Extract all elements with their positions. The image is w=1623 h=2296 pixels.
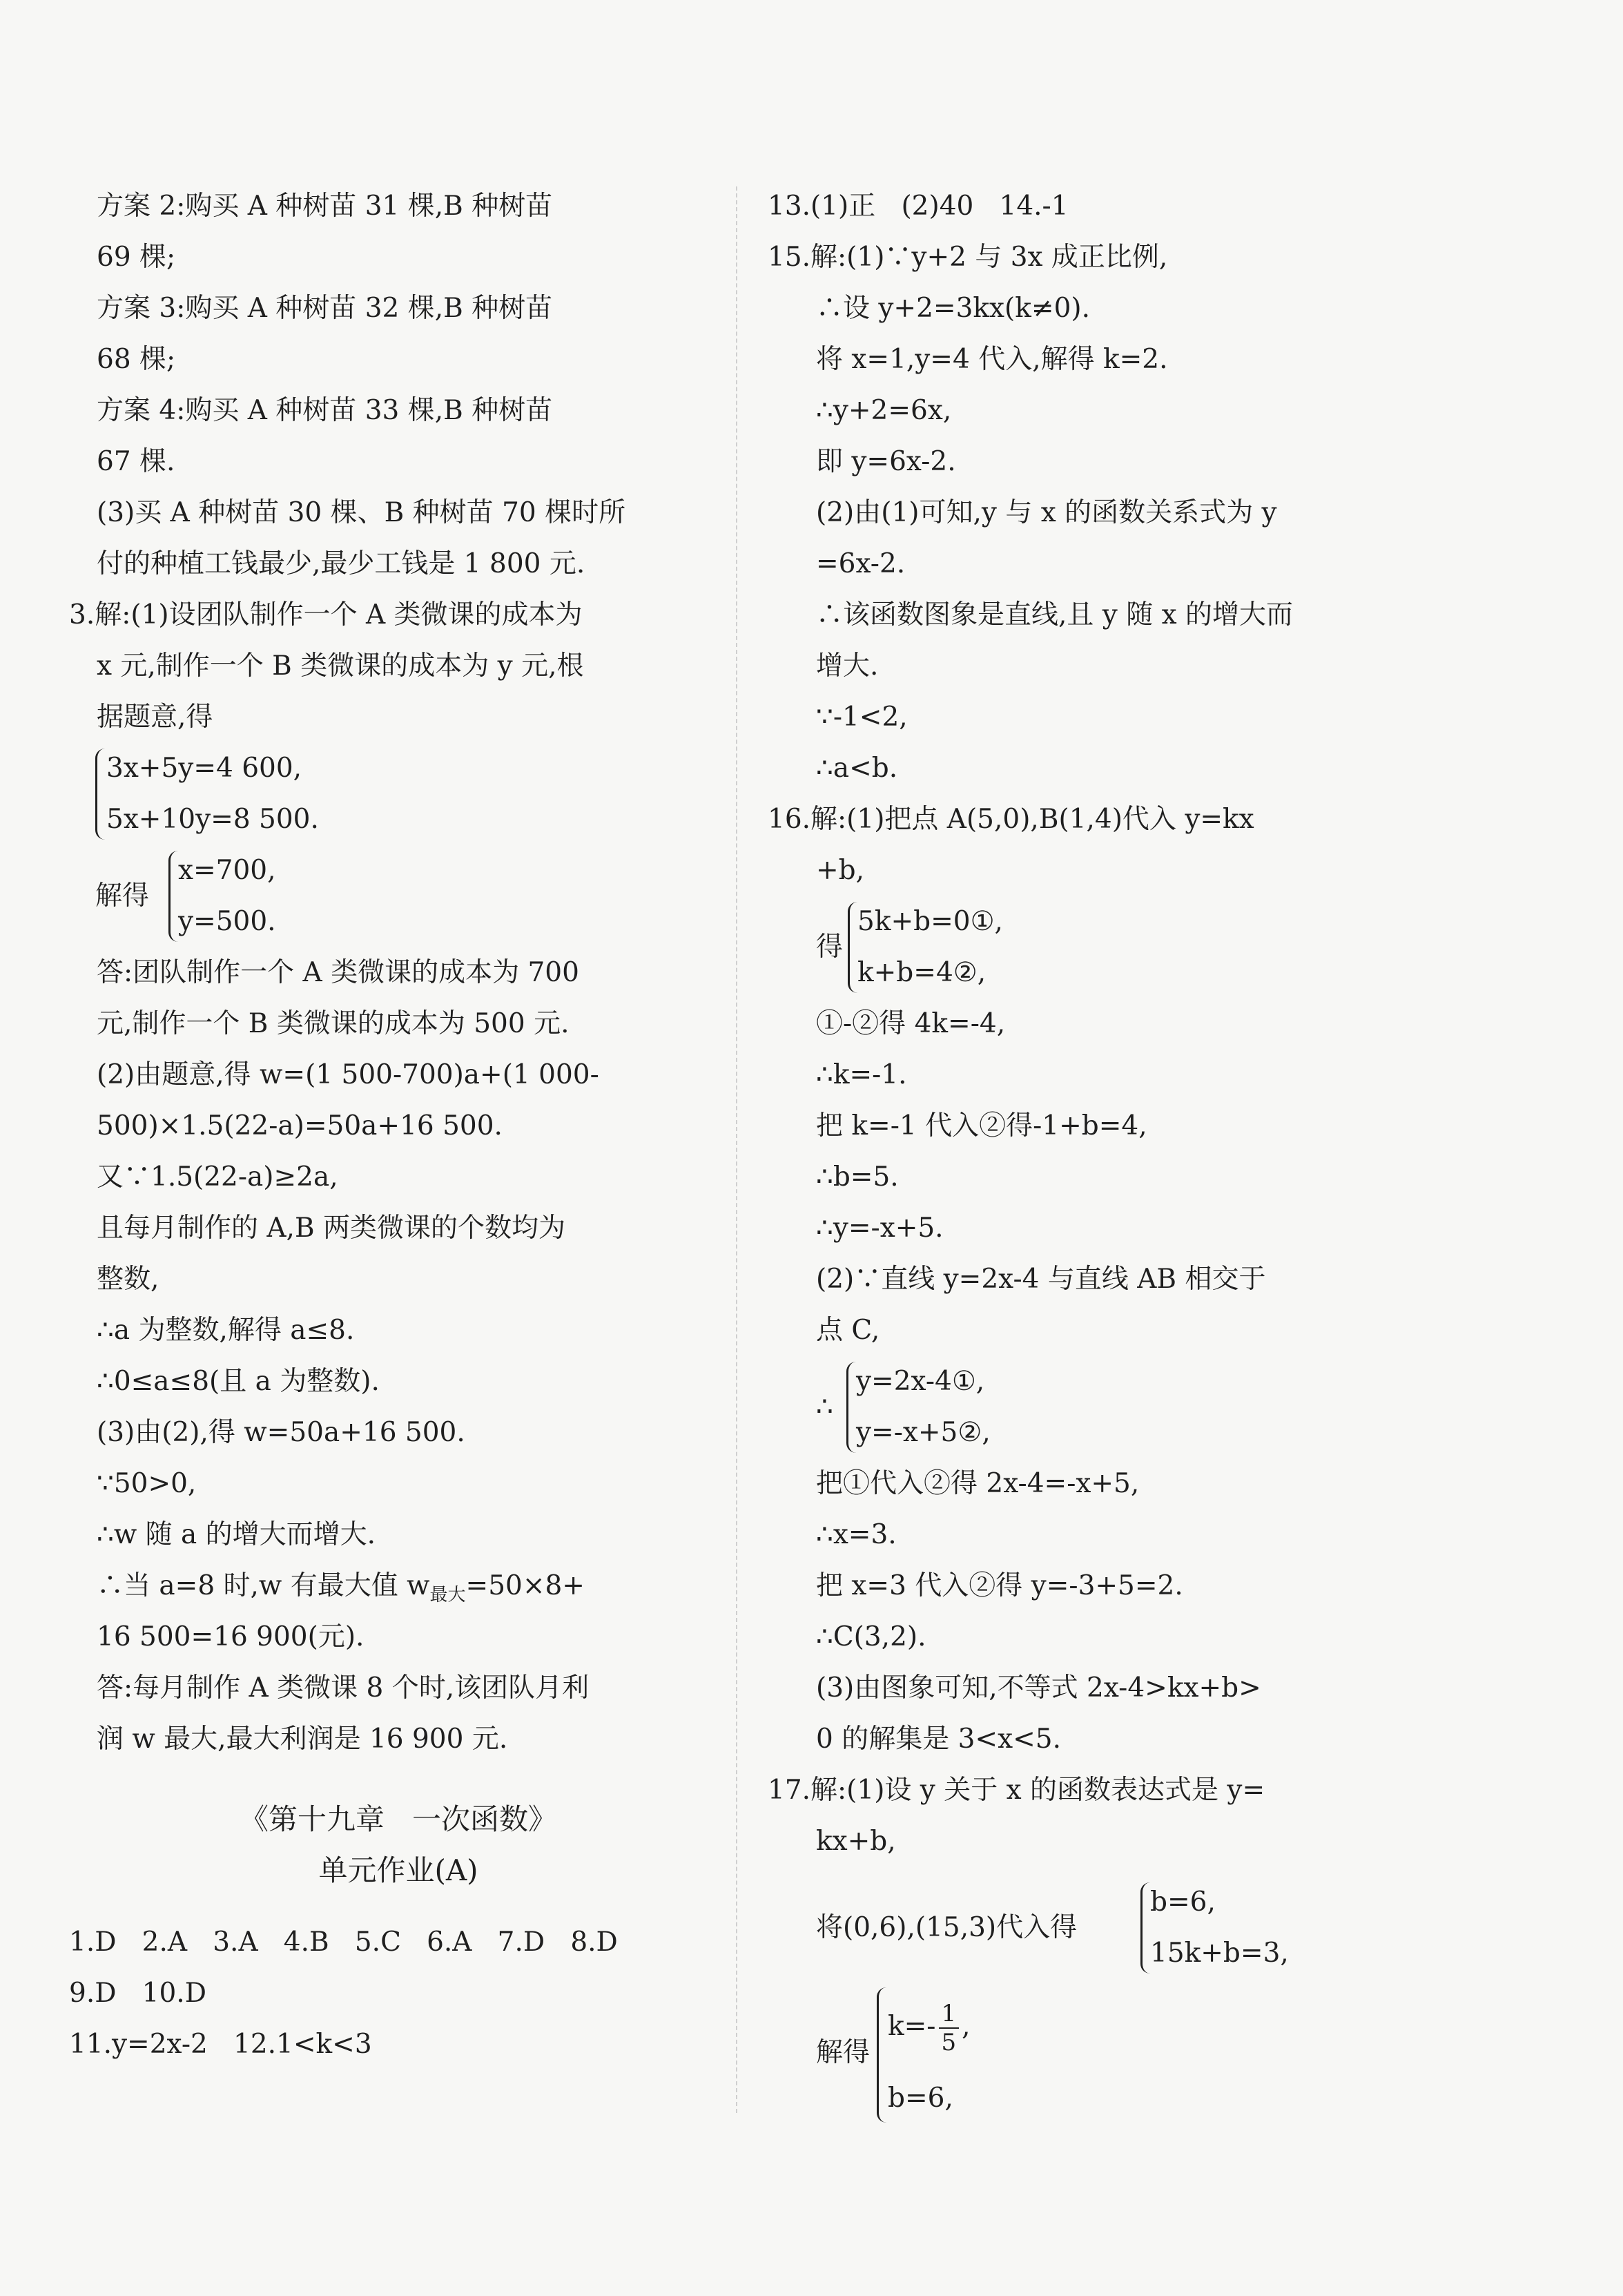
- equation: x=700,: [178, 855, 276, 886]
- text-line: ∵50>0,: [97, 1468, 197, 1499]
- equation: 5x+10y=8 500.: [106, 804, 319, 835]
- text-line: 即 y=6x-2.: [816, 446, 956, 477]
- fraction: [939, 2000, 960, 2056]
- text-fragment: ,: [962, 2011, 971, 2042]
- column-divider: [736, 186, 737, 2113]
- equation: b=6,: [888, 2083, 953, 2114]
- text-line: ∴k=-1.: [816, 1059, 907, 1090]
- text-line: 增大.: [816, 650, 879, 682]
- equation: y=-x+5②,: [856, 1417, 991, 1448]
- text-line: ∴该函数图象是直线,且 y 随 x 的增大而: [816, 599, 1294, 630]
- text-line: 答:每月制作 A 类微课 8 个时,该团队月利: [97, 1672, 590, 1704]
- text-line: 方案 3:购买 A 种树苗 32 棵,B 种树苗: [97, 293, 553, 324]
- text-line: 0 的解集是 3<x<5.: [816, 1724, 1061, 1755]
- text-line: ∴w 随 a 的增大而增大.: [97, 1519, 376, 1550]
- text-line: ∴0≤a≤8(且 a 为整数).: [97, 1366, 380, 1397]
- question-16-heading: 16.解:(1)把点 A(5,0),B(1,4)代入 y=kx: [768, 804, 1254, 835]
- text-line: 润 w 最大,最大利润是 16 900 元.: [97, 1724, 508, 1755]
- text-line: ∴x=3.: [816, 1519, 897, 1550]
- equation: 15k+b=3,: [1150, 1938, 1289, 1969]
- text-line: (2)∵直线 y=2x-4 与直线 AB 相交于: [816, 1264, 1266, 1295]
- text-line: 方案 4:购买 A 种树苗 33 棵,B 种树苗: [97, 395, 553, 426]
- text-line: 500)×1.5(22-a)=50a+16 500.: [97, 1110, 503, 1141]
- text-fragment: 得: [816, 932, 844, 963]
- denominator: 5: [941, 2029, 957, 2056]
- brace-icon: [877, 1987, 888, 2123]
- equation-system-5: [816, 1877, 1403, 1979]
- equation: [888, 2000, 971, 2056]
- text-line: ①-②得 4k=-4,: [816, 1008, 1006, 1039]
- text-line: 又∵1.5(22-a)≥2a,: [97, 1161, 338, 1193]
- text-fragment: k=-: [888, 2011, 936, 2042]
- text-line: 67 棵.: [97, 446, 175, 477]
- equation: y=500.: [178, 906, 276, 937]
- brace-icon: [95, 749, 107, 840]
- text-fragment: 将(0,6),(15,3)代入得: [816, 1912, 1078, 1943]
- equation: y=2x-4①,: [856, 1366, 985, 1397]
- question-17-heading: 17.解:(1)设 y 关于 x 的函数表达式是 y=: [768, 1775, 1265, 1806]
- text-line: 元,制作一个 B 类微课的成本为 500 元.: [97, 1008, 570, 1039]
- text-line: ∴y+2=6x,: [816, 395, 952, 426]
- text-line: 据题意,得: [97, 702, 213, 733]
- text-line: 把 k=-1 代入②得-1+b=4,: [816, 1110, 1147, 1141]
- text-line: ∴a<b.: [816, 753, 898, 784]
- equation: b=6,: [1150, 1887, 1216, 1918]
- answer-line: 13.(1)正 (2)40 14.-1: [768, 191, 1069, 222]
- text-line: 整数,: [97, 1264, 159, 1295]
- text-line: (3)由图象可知,不等式 2x-4>kx+b>: [816, 1672, 1261, 1704]
- question-15-heading: 15.解:(1)∵y+2 与 3x 成正比例,: [768, 242, 1168, 273]
- solve-label: 解得: [95, 880, 150, 911]
- text-fragment: ∴: [816, 1391, 833, 1422]
- text-line: ∴设 y+2=3kx(k≠0).: [816, 293, 1090, 324]
- equation-system-4: [816, 1356, 1403, 1458]
- text-line: (3)买 A 种树苗 30 棵、B 种树苗 70 棵时所: [97, 497, 626, 528]
- text-line: 16 500=16 900(元).: [97, 1621, 365, 1652]
- text-line: (3)由(2),得 w=50a+16 500.: [97, 1417, 465, 1448]
- text-line: x 元,制作一个 B 类微课的成本为 y 元,根: [97, 650, 584, 682]
- text-line: (2)由题意,得 w=(1 500-700)a+(1 000-: [97, 1059, 599, 1090]
- answer-line: 9.D 10.D: [69, 1978, 206, 2009]
- text-fragment: =50×8+: [465, 1570, 585, 1601]
- text-line: 答:团队制作一个 A 类微课的成本为 700: [97, 957, 579, 988]
- text-line: 点 C,: [816, 1315, 880, 1346]
- text-line: (2)由(1)可知,y 与 x 的函数关系式为 y: [816, 497, 1277, 528]
- question-3-heading: 3.解:(1)设团队制作一个 A 类微课的成本为: [69, 599, 583, 630]
- text-line: 把 x=3 代入②得 y=-3+5=2.: [816, 1570, 1183, 1601]
- equation: 3x+5y=4 600,: [106, 753, 302, 784]
- text-line: 69 棵;: [97, 242, 176, 273]
- equation-system-2: [95, 845, 701, 947]
- text-line: 且每月制作的 A,B 两类微课的个数均为: [97, 1213, 566, 1244]
- solve-label: 解得: [816, 2037, 871, 2068]
- text-line: 付的种植工钱最少,最少工钱是 1 800 元.: [97, 548, 585, 579]
- text-fragment: ∴当 a=8 时,w 有最大值 w: [97, 1570, 430, 1601]
- chapter-title: 《第十九章 一次函数》: [239, 1802, 558, 1836]
- text-line: 将 x=1,y=4 代入,解得 k=2.: [816, 344, 1168, 375]
- numerator: 1: [939, 2000, 960, 2029]
- text-line: [95, 1561, 701, 1612]
- answer-line: 11.y=2x-2 12.1<k<3: [69, 2029, 372, 2060]
- text-line: 68 棵;: [97, 344, 176, 375]
- text-line: ∴b=5.: [816, 1161, 899, 1193]
- text-line: 把①代入②得 2x-4=-x+5,: [816, 1468, 1140, 1499]
- right-column: [768, 181, 1403, 2131]
- text-line: 方案 2:购买 A 种树苗 31 棵,B 种树苗: [97, 191, 553, 222]
- equation-system-3: [816, 896, 1403, 999]
- text-line: ∴a 为整数,解得 a≤8.: [97, 1315, 355, 1346]
- equation: k+b=4②,: [857, 957, 987, 988]
- left-column: [69, 181, 701, 2070]
- text-line: kx+b,: [816, 1826, 896, 1857]
- equation-system-1: [95, 743, 701, 845]
- equation-system-6: [816, 1979, 1403, 2131]
- answer-line: 1.D 2.A 3.A 4.B 5.C 6.A 7.D 8.D: [69, 1927, 618, 1958]
- unit-title: 单元作业(A): [318, 1853, 478, 1887]
- text-line: ∴y=-x+5.: [816, 1213, 944, 1244]
- text-line: +b,: [816, 855, 865, 886]
- text-line: ∵-1<2,: [816, 702, 908, 733]
- text-line: =6x-2.: [816, 548, 906, 579]
- equation: 5k+b=0①,: [857, 906, 1003, 937]
- text-line: ∴C(3,2).: [816, 1621, 926, 1652]
- subscript: 最大: [429, 1584, 466, 1605]
